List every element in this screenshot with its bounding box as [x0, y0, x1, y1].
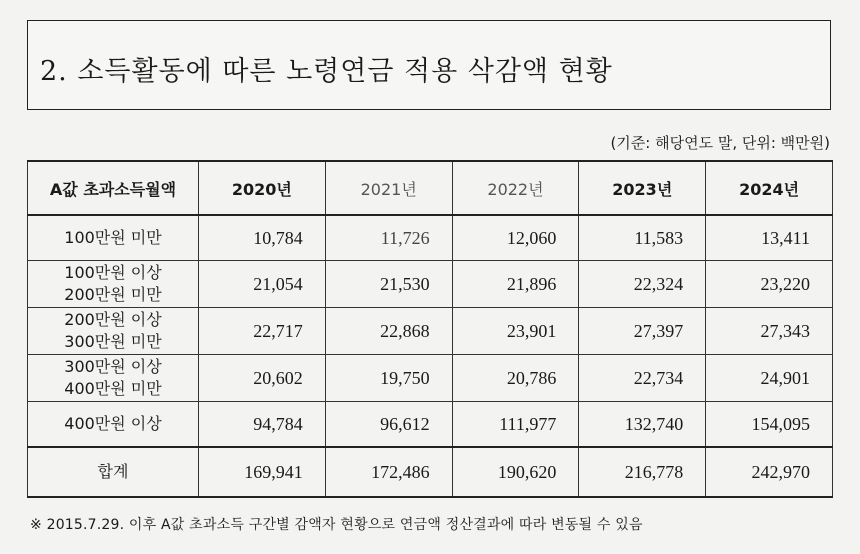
cell-2021: 22,868 [325, 308, 452, 355]
cell-2021: 19,750 [325, 355, 452, 402]
total-row [28, 447, 833, 497]
total-2023: 216,778 [579, 447, 706, 497]
category-line: 100만원 미만 [64, 228, 162, 247]
cell-2023: 27,397 [579, 308, 706, 355]
cell-2021: 11,726 [325, 215, 452, 261]
cell-2021: 21,530 [325, 261, 452, 308]
cell-2020: 22,717 [199, 308, 326, 355]
header-2023: 2023년 [579, 161, 706, 215]
cell-2020: 10,784 [199, 215, 326, 261]
header-2024: 2024년 [706, 161, 833, 215]
category-line: 300만원 미만 [64, 332, 162, 351]
category-line: 400만원 이상 [64, 414, 162, 433]
cell-2024: 154,095 [706, 402, 833, 448]
total-2022: 190,620 [452, 447, 579, 497]
cell-2024: 27,343 [706, 308, 833, 355]
cell-2022: 21,896 [452, 261, 579, 308]
row-category [28, 355, 199, 402]
cell-2024: 24,901 [706, 355, 833, 402]
total-2024: 242,970 [706, 447, 833, 497]
footnote: ※ 2015.7.29. 이후 A값 초과소득 구간별 감액자 현황으로 연금액 정산결과에 따라 변동될 수 있음 [30, 517, 643, 533]
cell-2022: 20,786 [452, 355, 579, 402]
cell-2023: 132,740 [579, 402, 706, 448]
cell-2020: 20,602 [199, 355, 326, 402]
cell-2022: 23,901 [452, 308, 579, 355]
category-line: 400만원 미만 [64, 379, 162, 398]
cell-2022: 111,977 [452, 402, 579, 448]
table-row [28, 402, 833, 448]
cell-2021: 96,612 [325, 402, 452, 448]
cell-2022: 12,060 [452, 215, 579, 261]
cell-2023: 11,583 [579, 215, 706, 261]
header-2022: 2022년 [452, 161, 579, 215]
row-category [28, 402, 199, 448]
total-label: 합계 [28, 447, 199, 497]
page-title: 2. 소득활동에 따른 노령연금 적용 삭감액 현황 [40, 56, 613, 87]
cell-2020: 21,054 [199, 261, 326, 308]
row-category [28, 308, 199, 355]
table-row [28, 215, 833, 261]
data-table [27, 160, 833, 498]
cell-2023: 22,324 [579, 261, 706, 308]
row-category [28, 215, 199, 261]
row-category [28, 261, 199, 308]
title-box [27, 20, 831, 110]
cell-2020: 94,784 [199, 402, 326, 448]
header-2021: 2021년 [325, 161, 452, 215]
unit-note: (기준: 해당연도 말, 단위: 백만원) [610, 134, 830, 152]
cell-2023: 22,734 [579, 355, 706, 402]
category-line: 100만원 이상 [64, 263, 162, 282]
total-2020: 169,941 [199, 447, 326, 497]
table-row [28, 308, 833, 355]
header-2020: 2020년 [199, 161, 326, 215]
header-row [28, 161, 833, 215]
category-line: 300만원 이상 [64, 357, 162, 376]
table-row [28, 261, 833, 308]
total-2021: 172,486 [325, 447, 452, 497]
table-row [28, 355, 833, 402]
category-line: 200만원 이상 [64, 310, 162, 329]
cell-2024: 13,411 [706, 215, 833, 261]
cell-2024: 23,220 [706, 261, 833, 308]
category-line: 200만원 미만 [64, 285, 162, 304]
header-category: A값 초과소득월액 [28, 161, 199, 215]
